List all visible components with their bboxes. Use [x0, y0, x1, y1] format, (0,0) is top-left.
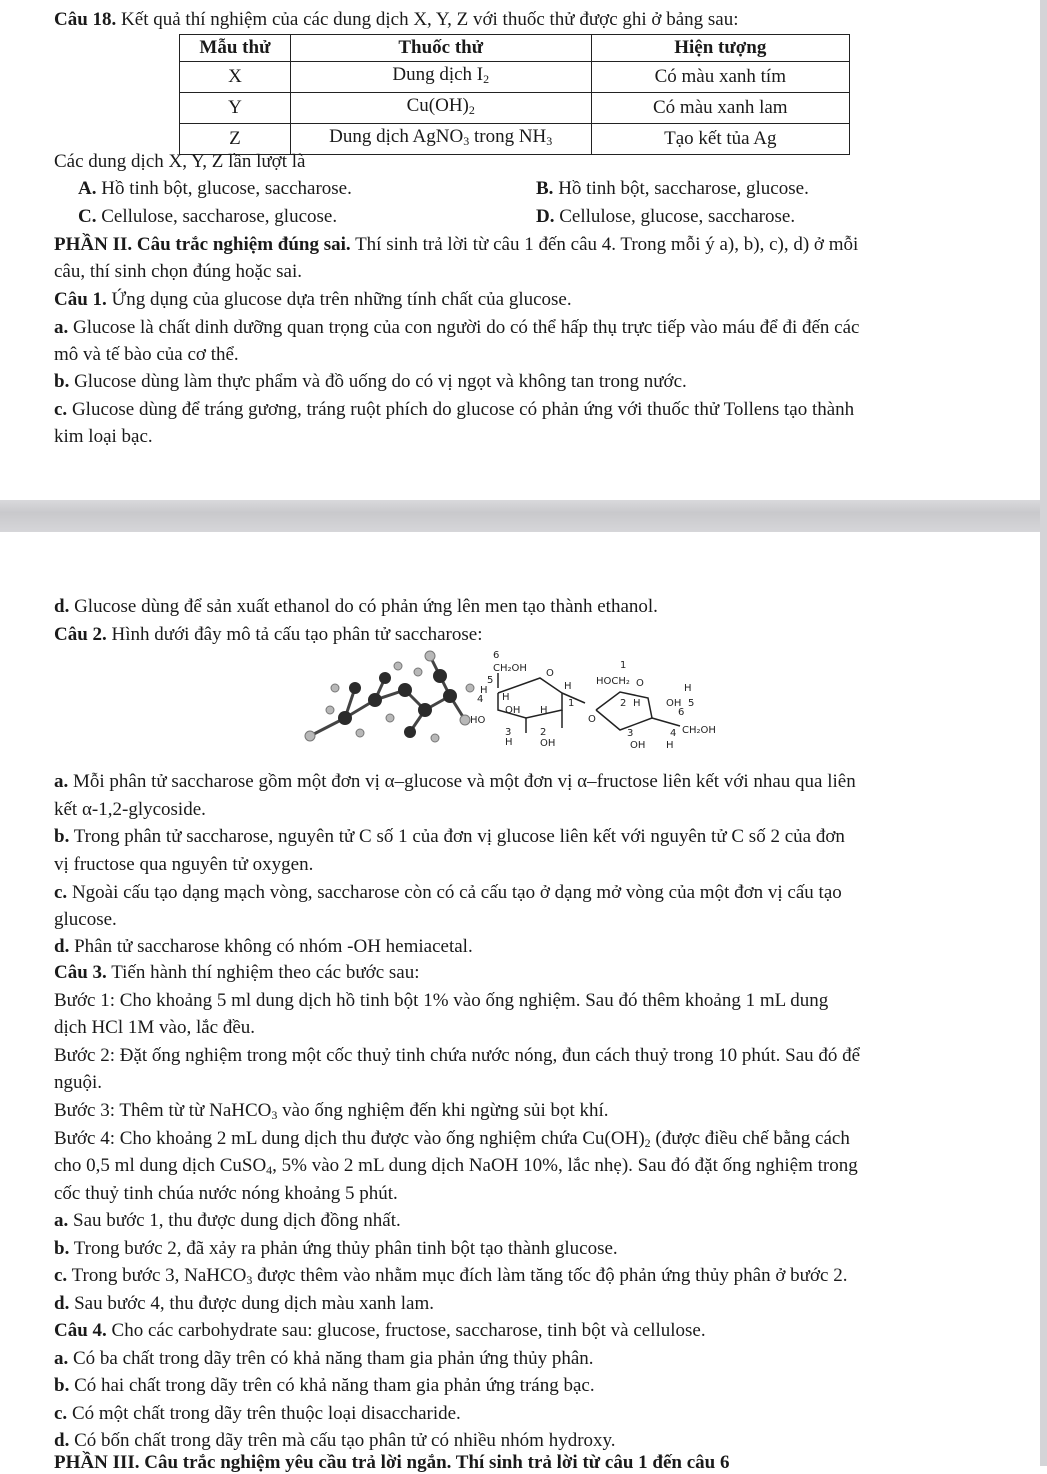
q2-statement-b: b. Trong phân tử saccharose, nguyên tử C số 1 của đơn vị glucose liên kết với nguyên tử C số 2 của đơn [54, 826, 845, 847]
results-table [179, 34, 850, 155]
q1-statement-d: d. Glucose dùng để sản xuất ethanol do có phản ứng lên men tạo thành ethanol. [54, 596, 658, 617]
svg-text:OH: OH [505, 705, 521, 716]
svg-text:6: 6 [493, 650, 500, 661]
q1-statement-a: a. Glucose là chất dinh dưỡng quan trọng của con người do có thể hấp thụ trực tiếp vào máu để đi đến các [54, 317, 860, 338]
q3-step-4-cont: cho 0,5 ml dung dịch CuSO$_4$, 5% vào 2 mL dung dịch NaOH 10%, lắc nhẹ). Sau đó đặt ống nghiệm trong [54, 1155, 858, 1177]
question-3-stem: Câu 3. Tiến hành thí nghiệm theo các bước sau: [54, 962, 420, 983]
svg-text:4: 4 [670, 728, 677, 739]
q3-statement-d: d. Sau bước 4, thu được dung dịch màu xanh lam. [54, 1293, 435, 1314]
svg-text:H: H [502, 692, 510, 703]
svg-text:1: 1 [620, 660, 627, 671]
svg-text:HO: HO [470, 715, 486, 726]
q3-step-1: Bước 1: Cho khoảng 5 ml dung dịch hồ tinh bột 1% vào ống nghiệm. Sau đó thêm khoảng 1 mL dung [54, 990, 829, 1011]
q1-statement-a-cont: mô và tế bào của cơ thể. [54, 344, 239, 365]
q3-step-2-cont: nguội. [54, 1072, 103, 1093]
svg-text:4: 4 [477, 694, 484, 705]
saccharose-diagram [300, 648, 740, 753]
svg-text:H: H [633, 698, 641, 709]
part-3-heading-cutoff: PHẦN III. Câu trắc nghiệm yêu cầu trả lời ngắn. Thí sinh trả lời từ câu 1 đến câu 6 [54, 1452, 730, 1473]
question-18-prompt: Các dung dịch X, Y, Z lần lượt là [54, 151, 306, 172]
svg-text:O: O [546, 668, 554, 679]
svg-text:OH: OH [666, 698, 682, 709]
option-b: B. Hồ tinh bột, saccharose, glucose. [536, 178, 809, 199]
q1-statement-b: b. Glucose dùng làm thực phẩm và đồ uống do có vị ngọt và không tan trong nước. [54, 371, 687, 392]
svg-text:H: H [684, 683, 692, 694]
table-row: Y $Cu(OH)_2$ Có màu xanh lam [180, 93, 850, 124]
svg-text:H: H [666, 740, 674, 751]
table-row: X Dung dịch $I_2$ Có màu xanh tím [180, 62, 850, 93]
svg-text:O: O [588, 714, 596, 725]
q3-step-4: Bước 4: Cho khoảng 2 mL dung dịch thu được vào ống nghiệm chứa $Cu(OH)_2$ (được điều chế bằng cách [54, 1128, 850, 1150]
q3-step-2: Bước 2: Đặt ống nghiệm trong một cốc thuỷ tinh chứa nước nóng, đun cách thuỷ trong 10 phút. Sau đó để [54, 1045, 861, 1066]
q3-step-3: Bước 3: Thêm từ từ NaHCO$_3$ vào ống nghiệm đến khi ngừng sủi bọt khí. [54, 1100, 609, 1122]
svg-text:OH: OH [540, 738, 556, 749]
svg-text:HOCH₂: HOCH₂ [596, 676, 630, 687]
q2-statement-a: a. Mỗi phân tử saccharose gồm một đơn vị α–glucose và một đơn vị α–fructose liên kết với nhau qua liên [54, 771, 856, 792]
svg-text:1: 1 [568, 698, 575, 709]
q4-statement-b: b. Có hai chất trong dãy trên có khả năng tham gia phản ứng tráng bạc. [54, 1375, 595, 1396]
option-c: C. Cellulose, saccharose, glucose. [78, 206, 338, 227]
svg-text:H: H [540, 705, 548, 716]
question-2-stem: Câu 2. Hình dưới đây mô tả cấu tạo phân tử saccharose: [54, 624, 483, 645]
q2-statement-c-cont: glucose. [54, 909, 117, 930]
svg-text:CH₂OH: CH₂OH [682, 725, 716, 736]
saccharose-structure-figure [300, 648, 740, 753]
q2-statement-c: c. Ngoài cấu tạo dạng mạch vòng, saccharose còn có cả cấu tạo ở dạng mở vòng của một đơn vị cấu tạo [54, 882, 842, 903]
table-row: Z Dung dịch AgNO$_3$ trong $NH_3$ Tạo kết tủa Ag [180, 124, 850, 155]
table-header-row: Mẫu thử Thuốc thử Hiện tượng [180, 35, 850, 62]
page-edge [1040, 0, 1047, 1466]
svg-text:OH: OH [630, 740, 646, 751]
q3-step-4-cont2: cốc thuỷ tinh chúa nước nóng khoảng 5 phút. [54, 1183, 398, 1204]
q2-statement-a-cont: kết α-1,2-glycoside. [54, 799, 206, 820]
q2-statement-b-cont: vị fructose qua nguyên tử oxygen. [54, 854, 314, 875]
q4-statement-c: c. Có một chất trong dãy trên thuộc loại disaccharide. [54, 1403, 461, 1424]
question-18-stem: Câu 18. Kết quả thí nghiệm của các dung dịch X, Y, Z với thuốc thử được ghi ở bảng sau: [54, 9, 739, 30]
svg-text:H: H [564, 681, 572, 692]
svg-text:3: 3 [505, 727, 512, 738]
part-2-intro: câu, thí sinh chọn đúng hoặc sai. [54, 261, 303, 282]
svg-text:3: 3 [627, 728, 634, 739]
svg-text:5: 5 [487, 675, 494, 686]
svg-text:CH₂OH: CH₂OH [493, 663, 527, 674]
q3-statement-b: b. Trong bước 2, đã xảy ra phản ứng thủy phân tinh bột tạo thành glucose. [54, 1238, 618, 1259]
svg-text:H: H [480, 685, 488, 696]
svg-text:6: 6 [678, 707, 685, 718]
q1-statement-c: c. Glucose dùng để tráng gương, tráng ruột phích do glucose có phản ứng với thuốc thử Tollens tạo thành [54, 399, 855, 420]
q3-statement-a: a. Sau bước 1, thu được dung dịch đồng nhất. [54, 1210, 401, 1231]
q4-statement-d: d. Có bốn chất trong dãy trên mà cấu tạo phân tử có nhiều nhóm hydroxy. [54, 1430, 616, 1451]
svg-text:2: 2 [620, 698, 627, 709]
q4-statement-a: a. Có ba chất trong dãy trên có khả năng tham gia phản ứng thủy phân. [54, 1348, 594, 1369]
q2-statement-d: d. Phân tử saccharose không có nhóm -OH hemiacetal. [54, 936, 473, 957]
page-top [0, 0, 1040, 500]
svg-text:2: 2 [540, 727, 547, 738]
option-d: D. Cellulose, glucose, saccharose. [536, 206, 796, 227]
svg-text:H: H [505, 737, 513, 748]
question-1-stem: Câu 1. Ứng dụng của glucose dựa trên những tính chất của glucose. [54, 289, 572, 310]
svg-text:O: O [636, 678, 644, 689]
question-4-stem: Câu 4. Cho các carbohydrate sau: glucose, fructose, saccharose, tinh bột và cellulose. [54, 1320, 706, 1341]
part-2-heading: PHẦN II. Câu trắc nghiệm đúng sai. Thí sinh trả lời từ câu 1 đến câu 4. Trong mỗi ý a), b), c), d) ở mỗi [54, 234, 859, 255]
q3-statement-c: c. Trong bước 3, NaHCO$_3$ được thêm vào nhằm mục đích làm tăng tốc độ phản ứng thủy phân ở bước 2. [54, 1265, 848, 1287]
q1-statement-c-cont: kim loại bạc. [54, 426, 153, 447]
option-a: A. Hồ tinh bột, glucose, saccharose. [78, 178, 352, 199]
page-gap [0, 500, 1047, 532]
ball-stick-model [310, 656, 465, 736]
svg-text:5: 5 [688, 698, 695, 709]
q3-step-1-cont: dịch HCl 1M vào, lắc đều. [54, 1017, 256, 1038]
